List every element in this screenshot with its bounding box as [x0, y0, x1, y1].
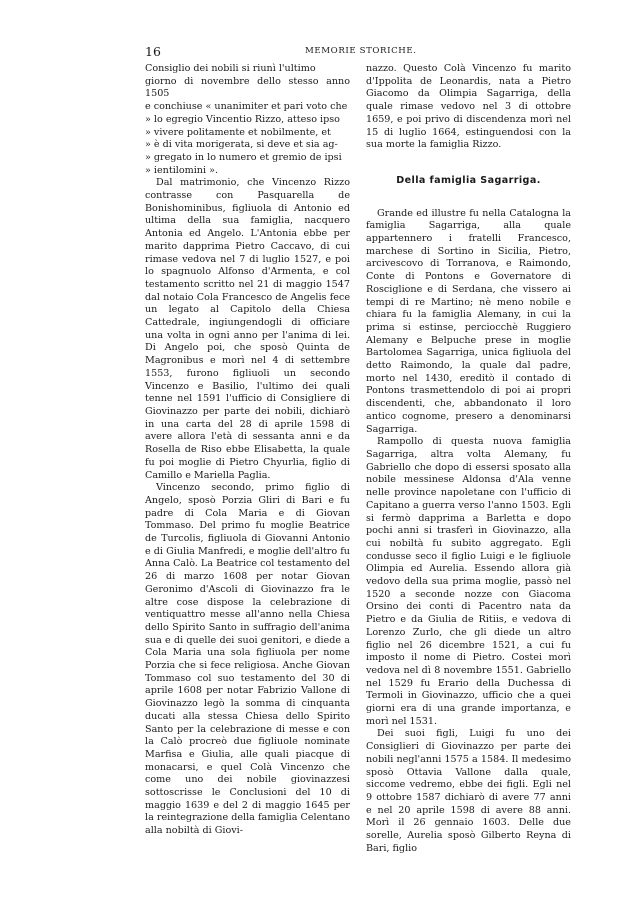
paragraph-vincenzo-secondo: Vincenzo secondo, primo figlio di Angelo, sposò Porzia Gliri di Bari e fu padre di Cola Maria e di Giovan Tommaso. Del primo fu moglie Beatrice de Turcolis, figliuola di Giovanni Antonio e di Giulia Manfredi, e moglie dell'altro fu Anna Calò. La Beatrice col testamento del 26 di marzo 1608 per notar Giovan Geronimo d'Ascoli di Giovinazzo fra le altre cose dispose la celebrazione di ventiquattro messe all'anno nella Chiesa dello Spirito Santo in suffragio dell'anima sua e di quelle dei suoi genitori, e diede a Cola Maria una sola figliuola per nome Porzia che si fece religiosa. Anche Giovan Tommaso col suo testamento del 30 di aprile 1608 per notar Fabrizio Vallone di Giovinazzo legò la somma di cinquanta ducati alla stessa Chiesa dello Spirito Santo per la celebrazione di messe e con la Calò procreò due figliuole nominate Marfisa e Giulia, alle quali piacque di monacarsi, e quel Colà Vincenzo che come uno dei nobile giovinazzesi sottoscrisse le Conclusioni del 10 di maggio 1639 e del 2 di maggio 1645 per la reintegrazione della famiglia Celentano alla nobiltà di Giovi- [145, 482, 350, 837]
quote-line: giorno di novembre dello stesso anno 1505 [145, 75, 350, 100]
section-heading: Della famiglia Sagarriga. [396, 174, 541, 186]
right-column [366, 63, 571, 855]
quote-line: e conchiuse « unanimiter et pari voto che [145, 101, 348, 113]
quote-line: » è di vita morigerata, si deve et sia ag- [145, 139, 338, 151]
quote-line: » lo egregio Vincentio Rizzo, atteso ipso [145, 113, 340, 125]
paragraph-continued: nazzo. Questo Colà Vincenzo fu marito d'Ippolita de Leonardis, nata a Pietro Giacomo da Olimpia Sagarriga, della quale rimase vedovo nel 3 di ottobre 1659, e poi privo di discendenza morì nel 15 di luglio 1664, estinguendosi con la sua morte la famiglia Rizzo. [366, 63, 571, 151]
left-column [145, 63, 350, 838]
page-number: 16 [145, 44, 161, 59]
paragraph-rizzo-marriage: Dal matrimonio, che Vincenzo Rizzo contrasse con Pasquarella de Bonishominibus, figliuola di Antonio ed ultima della sua famiglia, nacquero Antonia ed Angelo. L'Antonia ebbe per marito dapprima Pietro Caccavo, di cui rimase vedova nel 7 di luglio 1527, e poi lo spagnuolo Alfonso d'Armenta, e col testamento scritto nel 21 di maggio 1547 dal notaio Cola Francesco de Angelis fece un legato al Capitolo della Chiesa Cattedrale, ingiungendogli di officiare una volta in ogni anno per l'anima di lei. Di Angelo poi, che sposò Quinta de Magronibus e morì nel 4 di settembre 1553, furono figliuoli un secondo Vincenzo e Basilio, l'ultimo dei quali tenne nel 1591 l'ufficio di Consigliere di Giovinazzo per parte dei nobili, dichiarò in una carta del 28 di aprile 1598 di avere allora l'età di sessanta anni e da Rosella de Riso ebbe Elisabetta, la quale fu poi moglie di Pietro Chyurlia, figlio di Camillo e Mariella Paglia. [145, 177, 350, 481]
paragraph-gabriello: Rampollo di questa nuova famiglia Sagarriga, altra volta Alemany, fu Gabriello che dopo di essersi sposato alla nobile messinese Aldonsa d'Ala venne nelle province napoletane con l'ufficio di Capitano a guerra verso l'anno 1503. Egli si fermò dapprima a Barletta e dopo pochi anni si trasferì in Giovinazzo, alla cui nobiltà fu subito aggregato. Egli condusse seco il figlio Luigi e le figliuole Olimpia ed Aurelia. Essendo allora già vedovo della sua prima moglie, passò nel 1520 a seconde nozze con Giacoma Orsino dei conti di Pacentro nata da Pietro e da Giulia de Ritiis, e vedova di Lorenzo Zurlo, che gli diede un altro figlio nel 26 dicembre 1521, a cui fu imposto il nome di Pietro. Costei morì vedova nel dì 8 novembre 1551. Gabriello nel 1529 fu Erario della Duchessa di Termoli in Giovinazzo, ufficio che a quei giorni era di una grande importanza, e morì nel 1531. [366, 436, 571, 727]
paragraph-luigi: Dei suoi figli, Luigi fu uno dei Consiglieri di Giovinazzo per parte dei nobili negl'anni 1575 a 1584. Il medesimo sposò Ottavia Vallone dalla quale, siccome vedremo, ebbe dei figli. Egli nel 9 ottobre 1587 dichiarò di avere 77 anni e nel 20 aprile 1598 di avere 88 anni. Morì il 26 gennaio 1603. Delle due sorelle, Aurelia sposò Gilberto Reyna di Bari, figlio [366, 728, 571, 854]
quoted-conclusion [145, 63, 350, 177]
quote-line: Consiglio dei nobili si riunì l'ultimo [145, 63, 316, 74]
paragraph-sagarriga-origins: Grande ed illustre fu nella Catalogna la famiglia Sagarriga, alla quale appartennero i fratelli Francesco, marchese di Sortino in Sicilia, Pietro, arcivescovo di Torranova, e Raimondo, Conte di Pontons e Governatore di Rosciglione e di Serdana, che vissero ai tempi di re Martino; nè meno nobile e chiara fu la famiglia Alemany, in cui la prima si estinse, perciocchè Ruggiero Alemany e Belpuche prese in moglie Bartolomea Sagarriga, unica figliuola del detto Raimondo, la quale dal padre, morto nel 1430, ereditò il contado di Pontons trasmettendolo di poi ai propri discendenti, che, abbandonato il loro antico cognome, presero a denominarsi Sagarriga. [366, 207, 571, 435]
quote-line: » gregato in lo numero et gremio de ipsi [145, 151, 342, 163]
running-title: MEMORIE STORICHE. [305, 46, 417, 56]
quote-line: » vivere politamente et nobilmente, et [145, 126, 331, 138]
quote-line: » ientilomini ». [145, 164, 218, 176]
